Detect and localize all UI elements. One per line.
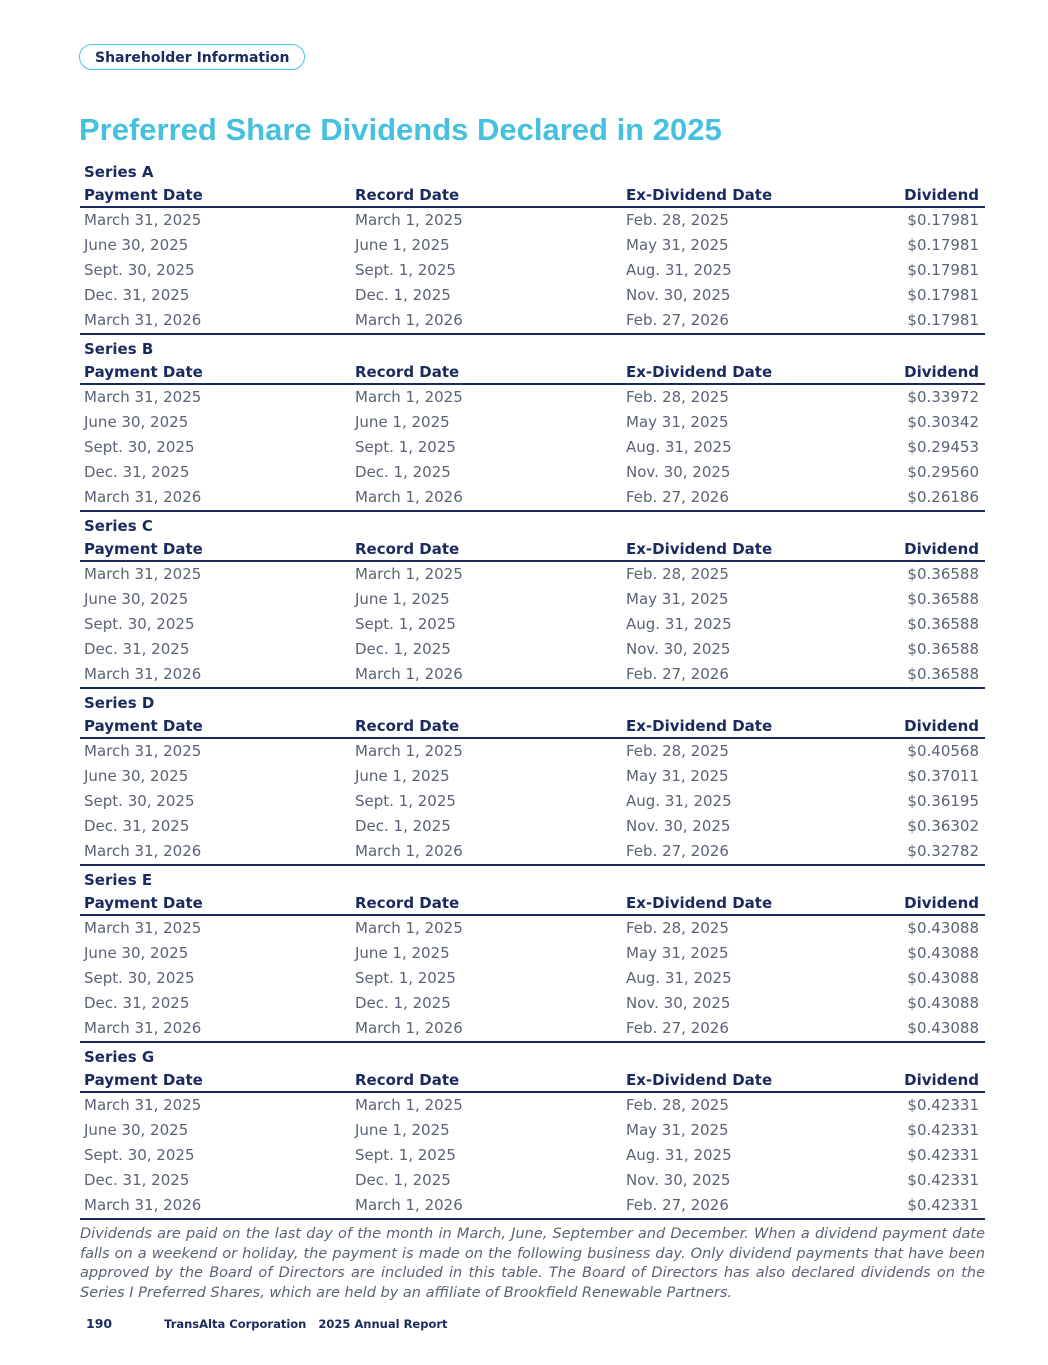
- table-cell: May 31, 2025: [626, 767, 729, 785]
- table-cell: Sept. 1, 2025: [355, 1146, 456, 1164]
- table-cell: $0.42331: [907, 1171, 979, 1189]
- column-header: Ex-Dividend Date: [626, 186, 773, 204]
- table-header-row: [80, 892, 985, 916]
- table-cell: Feb. 27, 2026: [626, 311, 729, 329]
- column-header: Ex-Dividend Date: [626, 1071, 773, 1089]
- table-cell: $0.33972: [907, 388, 979, 406]
- table-cell: Dec. 31, 2025: [84, 994, 190, 1012]
- table-cell: March 31, 2025: [84, 1096, 202, 1114]
- table-row: [80, 662, 985, 689]
- table-cell: $0.36302: [907, 817, 979, 835]
- table-cell: Aug. 31, 2025: [626, 1146, 732, 1164]
- table-row: [80, 814, 985, 839]
- table-cell: $0.17981: [907, 311, 979, 329]
- table-cell: Nov. 30, 2025: [626, 817, 731, 835]
- table-row: [80, 612, 985, 637]
- table-cell: $0.43088: [907, 919, 979, 937]
- table-cell: March 31, 2025: [84, 388, 202, 406]
- series-name: Series D: [84, 694, 155, 712]
- table-row: [80, 637, 985, 662]
- table-header-row: [80, 184, 985, 208]
- table-cell: June 30, 2025: [84, 767, 189, 785]
- table-row: [80, 283, 985, 308]
- table-cell: June 1, 2025: [355, 944, 450, 962]
- column-header: Record Date: [355, 540, 460, 558]
- table-cell: March 1, 2026: [355, 488, 463, 506]
- table-header-row: [80, 715, 985, 739]
- table-cell: Sept. 30, 2025: [84, 1146, 195, 1164]
- column-header: Dividend: [904, 540, 979, 558]
- column-header: Payment Date: [84, 717, 203, 735]
- table-row: [80, 1143, 985, 1168]
- table-body: [80, 916, 985, 1043]
- table-cell: Sept. 1, 2025: [355, 615, 456, 633]
- column-header: Dividend: [904, 894, 979, 912]
- table-cell: Sept. 1, 2025: [355, 438, 456, 456]
- series-name: Series E: [84, 871, 153, 889]
- footnote: Dividends are paid on the last day of the month in March, June, September and December. When a dividend payment date falls on a weekend or holiday, the payment is made on the following business day. Only dividend payments that have been approved by the Board of Directors are included in this table. The Board of Directors has also declared dividends on the Series I Preferred Shares, which are held by an affiliate of Brookfield Renewable Partners.: [80, 1226, 985, 1301]
- table-cell: Sept. 30, 2025: [84, 792, 195, 810]
- column-header: Payment Date: [84, 363, 203, 381]
- table-row: [80, 941, 985, 966]
- table-cell: Feb. 27, 2026: [626, 842, 729, 860]
- page-title: Preferred Share Dividends Declared in 2025: [79, 112, 722, 147]
- column-header: Payment Date: [84, 186, 203, 204]
- series-name: Series G: [84, 1048, 155, 1066]
- table-cell: June 30, 2025: [84, 590, 189, 608]
- table-body: [80, 739, 985, 866]
- table-cell: May 31, 2025: [626, 944, 729, 962]
- column-header: Dividend: [904, 363, 979, 381]
- table-cell: Dec. 1, 2025: [355, 286, 451, 304]
- table-row: [80, 1118, 985, 1143]
- table-cell: $0.40568: [907, 742, 979, 760]
- table-cell: Dec. 31, 2025: [84, 817, 190, 835]
- table-cell: $0.43088: [907, 969, 979, 987]
- table-cell: $0.26186: [907, 488, 979, 506]
- table-cell: $0.17981: [907, 261, 979, 279]
- table-cell: Dec. 31, 2025: [84, 640, 190, 658]
- table-cell: $0.42331: [907, 1121, 979, 1139]
- table-cell: Dec. 1, 2025: [355, 1171, 451, 1189]
- table-cell: March 31, 2025: [84, 565, 202, 583]
- table-cell: Nov. 30, 2025: [626, 1171, 731, 1189]
- table-cell: June 30, 2025: [84, 1121, 189, 1139]
- table-body: [80, 562, 985, 689]
- table-cell: March 1, 2025: [355, 565, 463, 583]
- table-cell: Dec. 1, 2025: [355, 463, 451, 481]
- table-cell: $0.43088: [907, 994, 979, 1012]
- table-cell: Nov. 30, 2025: [626, 286, 731, 304]
- column-header: Ex-Dividend Date: [626, 717, 773, 735]
- table-cell: Aug. 31, 2025: [626, 438, 732, 456]
- table-cell: $0.29453: [907, 438, 979, 456]
- table-cell: June 30, 2025: [84, 944, 189, 962]
- table-body: [80, 1093, 985, 1220]
- table-header-row: [80, 361, 985, 385]
- table-cell: Feb. 28, 2025: [626, 565, 729, 583]
- table-body: [80, 385, 985, 512]
- table-cell: Aug. 31, 2025: [626, 615, 732, 633]
- table-cell: May 31, 2025: [626, 590, 729, 608]
- series-name: Series A: [84, 163, 154, 181]
- table-cell: Feb. 28, 2025: [626, 211, 729, 229]
- table-cell: Sept. 30, 2025: [84, 969, 195, 987]
- table-cell: $0.29560: [907, 463, 979, 481]
- table-cell: March 1, 2026: [355, 842, 463, 860]
- table-cell: Nov. 30, 2025: [626, 640, 731, 658]
- table-row: [80, 410, 985, 435]
- table-cell: $0.37011: [907, 767, 979, 785]
- table-cell: Dec. 1, 2025: [355, 994, 451, 1012]
- table-cell: June 30, 2025: [84, 413, 189, 431]
- table-cell: $0.17981: [907, 211, 979, 229]
- column-header: Dividend: [904, 186, 979, 204]
- table-cell: Feb. 28, 2025: [626, 388, 729, 406]
- table-cell: June 1, 2025: [355, 1121, 450, 1139]
- table-cell: Dec. 1, 2025: [355, 640, 451, 658]
- table-cell: March 1, 2026: [355, 1196, 463, 1214]
- table-cell: June 1, 2025: [355, 236, 450, 254]
- table-cell: June 30, 2025: [84, 236, 189, 254]
- column-header: Ex-Dividend Date: [626, 363, 773, 381]
- table-body: [80, 208, 985, 335]
- table-cell: Aug. 31, 2025: [626, 792, 732, 810]
- table-cell: $0.36588: [907, 565, 979, 583]
- table-cell: Aug. 31, 2025: [626, 969, 732, 987]
- table-row: [80, 385, 985, 410]
- table-row: [80, 916, 985, 941]
- table-cell: March 1, 2025: [355, 742, 463, 760]
- table-row: [80, 1168, 985, 1193]
- table-row: [80, 789, 985, 814]
- table-cell: Sept. 1, 2025: [355, 261, 456, 279]
- table-cell: Sept. 30, 2025: [84, 261, 195, 279]
- table-cell: $0.36588: [907, 665, 979, 683]
- table-cell: March 31, 2026: [84, 665, 202, 683]
- table-cell: March 1, 2026: [355, 311, 463, 329]
- table-cell: March 31, 2026: [84, 488, 202, 506]
- table-cell: May 31, 2025: [626, 1121, 729, 1139]
- table-header-row: [80, 538, 985, 562]
- table-row: [80, 587, 985, 612]
- table-row: [80, 233, 985, 258]
- table-header-row: [80, 1069, 985, 1093]
- table-cell: March 31, 2025: [84, 211, 202, 229]
- dividend-tables: [80, 158, 985, 1220]
- table-cell: March 31, 2025: [84, 742, 202, 760]
- series-table: [80, 337, 985, 512]
- table-cell: Feb. 27, 2026: [626, 665, 729, 683]
- table-cell: Dec. 31, 2025: [84, 463, 190, 481]
- table-cell: March 31, 2026: [84, 311, 202, 329]
- series-name: Series B: [84, 340, 154, 358]
- table-row: [80, 1193, 985, 1220]
- table-cell: $0.42331: [907, 1196, 979, 1214]
- table-row: [80, 739, 985, 764]
- table-cell: $0.36588: [907, 640, 979, 658]
- table-row: [80, 764, 985, 789]
- table-cell: $0.17981: [907, 286, 979, 304]
- column-header: Record Date: [355, 717, 460, 735]
- column-header: Dividend: [904, 1071, 979, 1089]
- table-cell: Sept. 1, 2025: [355, 969, 456, 987]
- table-row: [80, 562, 985, 587]
- column-header: Record Date: [355, 363, 460, 381]
- table-cell: Feb. 27, 2026: [626, 1019, 729, 1037]
- page-footer: [86, 1316, 448, 1331]
- column-header: Record Date: [355, 1071, 460, 1089]
- table-cell: May 31, 2025: [626, 236, 729, 254]
- table-cell: Feb. 27, 2026: [626, 1196, 729, 1214]
- column-header: Ex-Dividend Date: [626, 540, 773, 558]
- table-cell: Sept. 30, 2025: [84, 615, 195, 633]
- table-row: [80, 485, 985, 512]
- table-cell: $0.36588: [907, 590, 979, 608]
- table-row: [80, 1016, 985, 1043]
- table-cell: March 1, 2025: [355, 1096, 463, 1114]
- column-header: Payment Date: [84, 894, 203, 912]
- table-cell: May 31, 2025: [626, 413, 729, 431]
- series-name: Series C: [84, 517, 153, 535]
- table-cell: $0.36195: [907, 792, 979, 810]
- series-table: [80, 691, 985, 866]
- table-cell: Dec. 31, 2025: [84, 286, 190, 304]
- table-cell: Nov. 30, 2025: [626, 994, 731, 1012]
- table-cell: June 1, 2025: [355, 590, 450, 608]
- table-cell: March 1, 2025: [355, 388, 463, 406]
- table-row: [80, 308, 985, 335]
- table-cell: Feb. 28, 2025: [626, 919, 729, 937]
- table-cell: March 1, 2025: [355, 919, 463, 937]
- page-number: 190: [86, 1316, 113, 1331]
- table-cell: $0.42331: [907, 1146, 979, 1164]
- table-cell: $0.32782: [907, 842, 979, 860]
- table-cell: Feb. 28, 2025: [626, 742, 729, 760]
- section-tag: Shareholder Information: [79, 44, 305, 70]
- series-table: [80, 868, 985, 1043]
- column-header: Payment Date: [84, 1071, 203, 1089]
- table-row: [80, 208, 985, 233]
- table-row: [80, 839, 985, 866]
- table-cell: March 1, 2026: [355, 665, 463, 683]
- table-cell: June 1, 2025: [355, 767, 450, 785]
- table-row: [80, 435, 985, 460]
- table-cell: March 1, 2026: [355, 1019, 463, 1037]
- table-cell: Dec. 31, 2025: [84, 1171, 190, 1189]
- table-cell: Aug. 31, 2025: [626, 261, 732, 279]
- table-cell: $0.30342: [907, 413, 979, 431]
- table-cell: March 31, 2026: [84, 1196, 202, 1214]
- series-table: [80, 514, 985, 689]
- company-name: TransAlta Corporation: [164, 1317, 307, 1331]
- report-name: 2025 Annual Report: [318, 1317, 448, 1331]
- column-header: Ex-Dividend Date: [626, 894, 773, 912]
- table-cell: $0.43088: [907, 1019, 979, 1037]
- table-cell: Nov. 30, 2025: [626, 463, 731, 481]
- table-cell: Feb. 28, 2025: [626, 1096, 729, 1114]
- table-row: [80, 966, 985, 991]
- table-cell: Sept. 30, 2025: [84, 438, 195, 456]
- table-cell: June 1, 2025: [355, 413, 450, 431]
- column-header: Payment Date: [84, 540, 203, 558]
- column-header: Dividend: [904, 717, 979, 735]
- series-table: [80, 160, 985, 335]
- table-cell: Feb. 27, 2026: [626, 488, 729, 506]
- series-table: [80, 1045, 985, 1220]
- table-row: [80, 1093, 985, 1118]
- table-row: [80, 258, 985, 283]
- table-cell: March 31, 2026: [84, 842, 202, 860]
- column-header: Record Date: [355, 894, 460, 912]
- table-row: [80, 460, 985, 485]
- table-cell: Sept. 1, 2025: [355, 792, 456, 810]
- table-cell: $0.43088: [907, 944, 979, 962]
- table-cell: March 31, 2025: [84, 919, 202, 937]
- table-cell: March 1, 2025: [355, 211, 463, 229]
- table-cell: Dec. 1, 2025: [355, 817, 451, 835]
- table-cell: $0.42331: [907, 1096, 979, 1114]
- table-cell: $0.17981: [907, 236, 979, 254]
- table-cell: $0.36588: [907, 615, 979, 633]
- table-row: [80, 991, 985, 1016]
- table-cell: March 31, 2026: [84, 1019, 202, 1037]
- column-header: Record Date: [355, 186, 460, 204]
